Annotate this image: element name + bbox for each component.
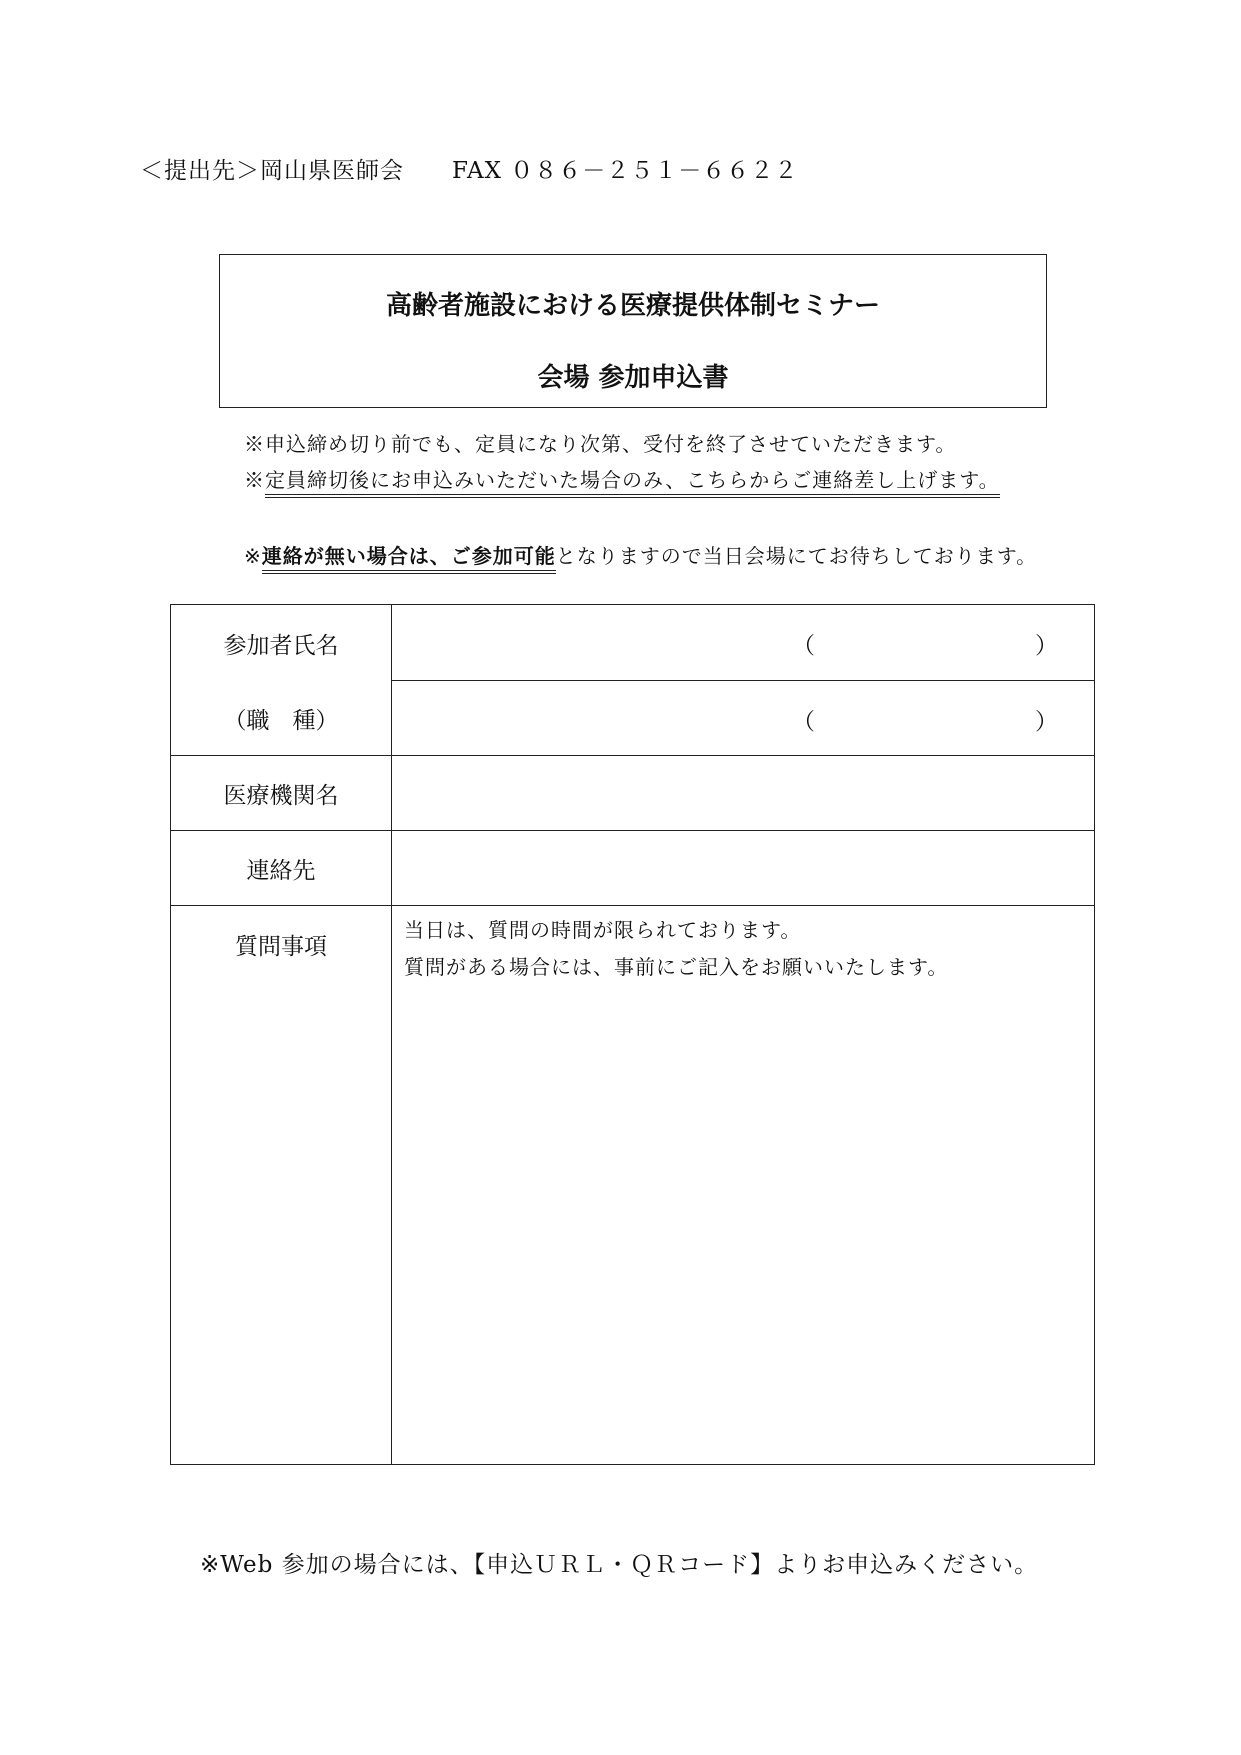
institution-field[interactable] <box>392 756 1095 831</box>
paren-open: （ <box>792 708 815 735</box>
title-box <box>219 254 1047 408</box>
note-underlined-text: 定員締切後にお申込みいただいた場合のみ、こちらからご連絡差し上げます。 <box>265 468 1000 498</box>
question-field[interactable] <box>392 906 1095 1465</box>
contact-label: 連絡先 <box>171 831 392 906</box>
institution-label: 医療機関名 <box>171 756 392 831</box>
job-type-label: （職 種） <box>223 708 339 734</box>
paren-close: ） <box>1035 633 1058 660</box>
note-no-contact <box>244 540 1037 569</box>
note-contact-after-deadline <box>244 464 1000 493</box>
application-form-table <box>170 604 1095 1465</box>
question-note-1: 当日は、質問の時間が限られております。 <box>404 918 802 942</box>
note-bold-text: 連絡が無い場合は、ご参加可能 <box>262 544 556 574</box>
form-title: 会場 参加申込書 <box>537 363 729 393</box>
question-label: 質問事項 <box>235 934 327 960</box>
name-job-label-cell <box>171 605 392 756</box>
note-deadline: ※申込締め切り前でも、定員になり次第、受付を終了させていただきます。 <box>244 432 957 456</box>
paren-open: （ <box>792 633 815 660</box>
participant-name-label: 参加者氏名 <box>223 633 339 659</box>
participant-name-field-2[interactable] <box>392 680 1095 756</box>
participant-name-field-1[interactable] <box>392 605 1095 681</box>
destination-text: ＜提出先＞岡山県医師会 <box>140 158 404 184</box>
fax-number: FAX ０８６－２５１－６６２２ <box>452 158 799 184</box>
paren-close: ） <box>1035 708 1058 735</box>
note-mark: ※ <box>244 468 265 492</box>
question-label-cell <box>171 906 392 1465</box>
note-rest-text: となりますので当日会場にてお待ちしております。 <box>555 544 1038 568</box>
question-note-2: 質問がある場合には、事前にご記入をお願いいたします。 <box>404 955 949 979</box>
web-participation-note: ※Web 参加の場合には、【申込ＵＲＬ・ＱＲコード】よりお申込みください。 <box>200 1552 1039 1578</box>
seminar-title: 高齢者施設における医療提供体制セミナー <box>385 291 880 321</box>
contact-field[interactable] <box>392 831 1095 906</box>
note-mark: ※ <box>244 544 262 568</box>
submission-header <box>140 152 798 185</box>
